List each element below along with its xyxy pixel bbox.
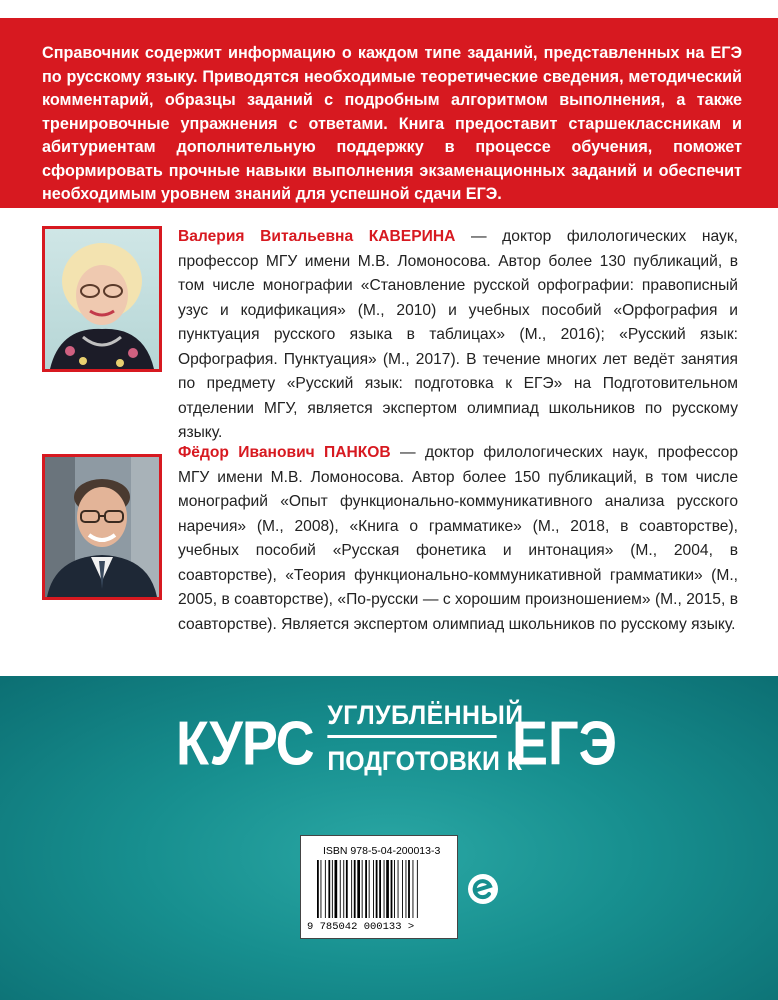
barcode-bar [394, 860, 395, 918]
barcode-bar [365, 860, 367, 918]
barcode-bar [332, 860, 333, 918]
barcode-bar [335, 860, 338, 918]
barcode-bar [391, 860, 393, 918]
series-title-ege: ЕГЭ [512, 709, 618, 779]
barcode-bar [340, 860, 341, 918]
barcode-bar [317, 860, 319, 918]
isbn-digits: 9 785042 000133 > [307, 921, 415, 933]
barcode-bar [362, 860, 363, 918]
author-bio-kaverina [178, 225, 738, 446]
barcode-bar [379, 860, 381, 918]
barcode-bar [373, 860, 374, 918]
barcode-bars [317, 860, 443, 922]
barcode-bar [343, 860, 344, 918]
author-name-pankov: Фёдор Иванович ПАНКОВ [178, 444, 391, 461]
barcode-bar [346, 860, 348, 918]
description-band [0, 0, 778, 208]
description-text: Справочник содержит информацию о каждом типе заданий, представленных на ЕГЭ по русскому языку. Приводятся необходимые теоретические сведения, методический комментарий, образцы заданий с подробным алгоритмом выполнения, а также тренировочные упражнения с ответами. Книга предоставит старшеклассникам и абитуриентам дополнительную поддержку в процессе обучения, поможет сформировать прочные навыки выполнения экзаменационных заданий и обеспечит необходимым уровнем знаний для успешной сдачи ЕГЭ. [42, 44, 742, 203]
man-portrait-icon [45, 457, 159, 597]
barcode-bar [406, 860, 407, 918]
isbn-label: ISBN 978-5-04-200013-3 [323, 845, 441, 857]
author-text-kaverina: — доктор филологических наук, профессор МГУ имени М.В. Ломоносова. Автор более 130 публикаций, в том числе монографии «Становление русской орфографии: правописный узус и кодификация» (М., 2010) и учебных пособий «Орфография и пунктуация русского языка в таблицах» (М., 2016); «Русский язык: Орфография. Пунктуация» (М., 2017). В течение многих лет ведёт занятия по предмету «Русский язык: подготовка к ЕГЭ» на Подготовительном отделении МГУ, является экспертом олимпиад школьников по русскому языку. [178, 228, 738, 441]
barcode-bar [369, 860, 370, 918]
author-name-kaverina: Валерия Витальевна КАВЕРИНА [178, 228, 456, 245]
series-title-line2: ПОДГОТОВКИ К [327, 746, 522, 776]
barcode-bar [325, 860, 326, 918]
author-text-pankov: — доктор филологических наук, профессор МГУ имени М.В. Ломоносова. Автор более 150 публикаций, в том числе монографий «Опыт функционально-коммуникативного анализа русского наречия» (М., 2008), «Книга о грамматике» (М., 2018, в соавторстве), учебных пособий «Русская фонетика и интонация» (М., 2004, в соавторстве), «Теория функционально-коммуникативной грамматики» (М., 2005, в соавторстве), «По-русски — с хорошим произношением» (М., 2015, в соавторстве). Является экспертом олимпиад школьников по русскому языку. [178, 444, 738, 633]
barcode-bar [376, 860, 378, 918]
author-photo-pankov [42, 454, 162, 600]
barcode-bar [408, 860, 410, 918]
barcode-bar [386, 860, 389, 918]
barcode-bar [384, 860, 385, 918]
barcode-bar [357, 860, 360, 918]
barcode-bar [398, 860, 399, 918]
series-title-middle [327, 700, 524, 777]
author-bio-pankov [178, 441, 738, 637]
barcode-bar [321, 860, 322, 918]
barcode-bar [417, 860, 418, 918]
barcode-bar [413, 860, 414, 918]
series-title-line1: УГЛУБЛЁННЫЙ [327, 700, 496, 738]
series-title-kurs: КУРС [176, 709, 314, 779]
barcode-bar [354, 860, 356, 918]
barcode-bar [328, 860, 330, 918]
barcode-bar [402, 860, 403, 918]
isbn-barcode [300, 835, 458, 939]
barcode-bar [351, 860, 352, 918]
eksmo-logo-icon [467, 873, 499, 905]
author-photo-kaverina [42, 226, 162, 372]
woman-portrait-icon [45, 229, 159, 369]
